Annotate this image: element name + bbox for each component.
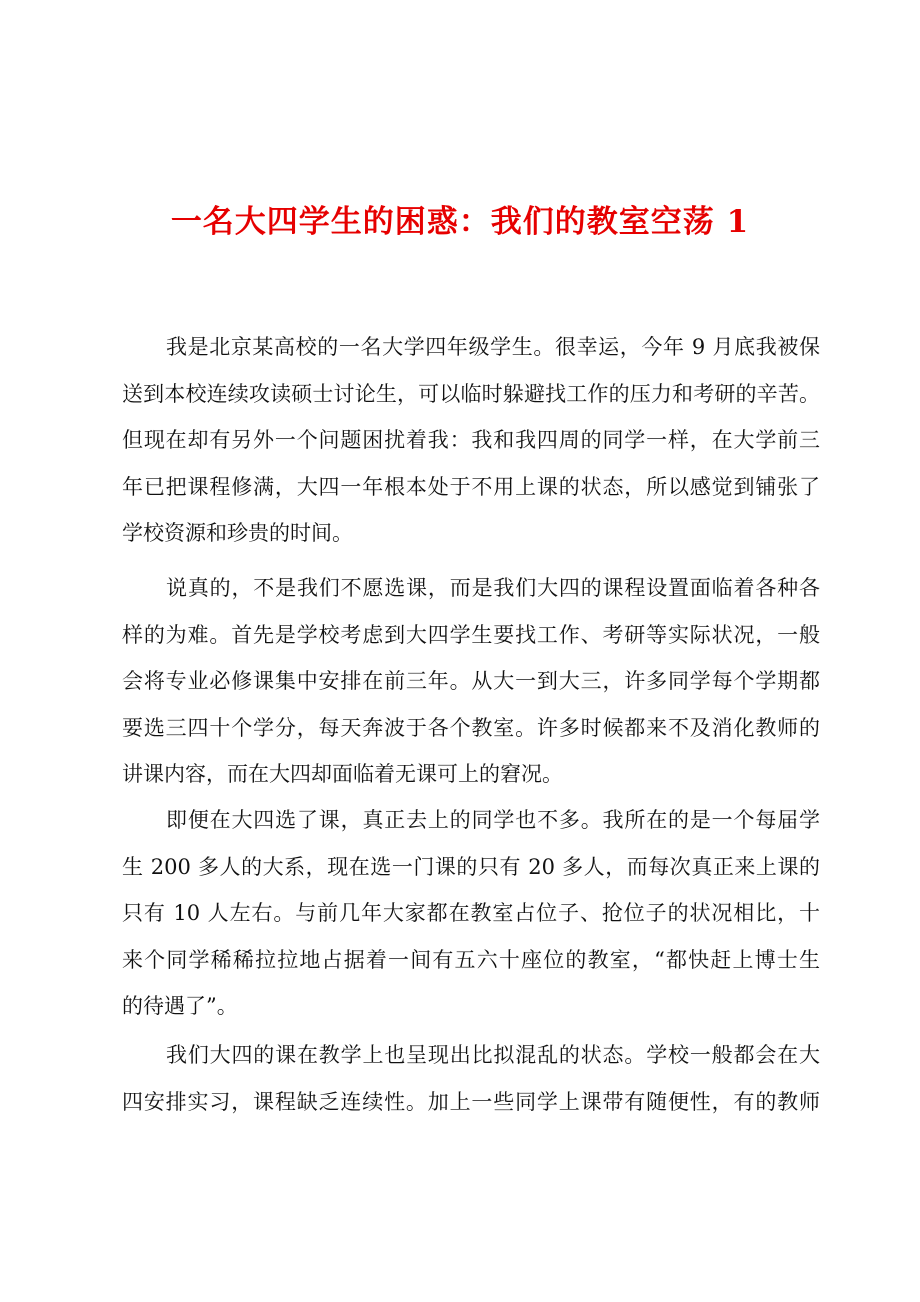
text-line: 但现在却有另外一个问题困扰着我：我和我四周的同学一样，在大学前三 xyxy=(122,428,820,452)
text-line: 讲课内容，而在大四却面临着无课可上的窘况。 xyxy=(122,762,563,786)
text-line: 说真的，不是我们不愿选课，而是我们大四的课程设置面临着各种各 xyxy=(166,576,820,600)
text-line: 样的为难。首先是学校考虑到大四学生要找工作、考研等实际状况，一般 xyxy=(122,622,820,647)
text-line: 即便在大四选了课，真正去上的同学也不多。我所在的是一个每届学 xyxy=(166,808,820,832)
text-line: 要选三四十个学分，每天奔波于各个教室。许多时候都来不及消化教师的 xyxy=(122,715,820,740)
text-line: 我是北京某高校的一名大学四年级学生。很幸运，今年 9 月底我被保 xyxy=(166,335,820,359)
paragraph-3 xyxy=(122,797,820,1030)
paragraph-4 xyxy=(122,1032,820,1125)
text-line: 只有 10 人左右。与前几年大家都在教室占位子、抢位子的状况相比，十 xyxy=(122,901,820,925)
text-line: 年已把课程修满，大四一年根本处于不用上课的状态，所以感觉到铺张了 xyxy=(122,474,820,499)
text-line: 生 200 多人的大系，现在选一门课的只有 20 多人，而每次真正来上课的 xyxy=(122,854,820,879)
text-line: 四安排实习，课程缺乏连续性。加上一些同学上课带有随便性，有的教师 xyxy=(122,1089,820,1114)
text-line: 会将专业必修课集中安排在前三年。从大一到大三，许多同学每个学期都 xyxy=(122,669,820,693)
paragraph-1 xyxy=(122,324,820,557)
text-line: 学校资源和珍贵的时间。 xyxy=(122,521,353,545)
text-line: 我们大四的课在教学上也呈现出比拟混乱的状态。学校一般都会在大 xyxy=(166,1043,820,1067)
text-line: 来个同学稀稀拉拉地占据着一间有五六十座位的教室，“都快赶上博士生 xyxy=(122,947,820,972)
paragraph-2 xyxy=(122,565,820,798)
text-line: 的待遇了”。 xyxy=(122,994,238,1018)
document-title: 一名大四学生的困惑：我们的教室空荡 1 xyxy=(170,204,750,240)
text-line: 送到本校连续攻读硕士讨论生，可以临时躲避找工作的压力和考研的辛苦。 xyxy=(122,381,820,406)
